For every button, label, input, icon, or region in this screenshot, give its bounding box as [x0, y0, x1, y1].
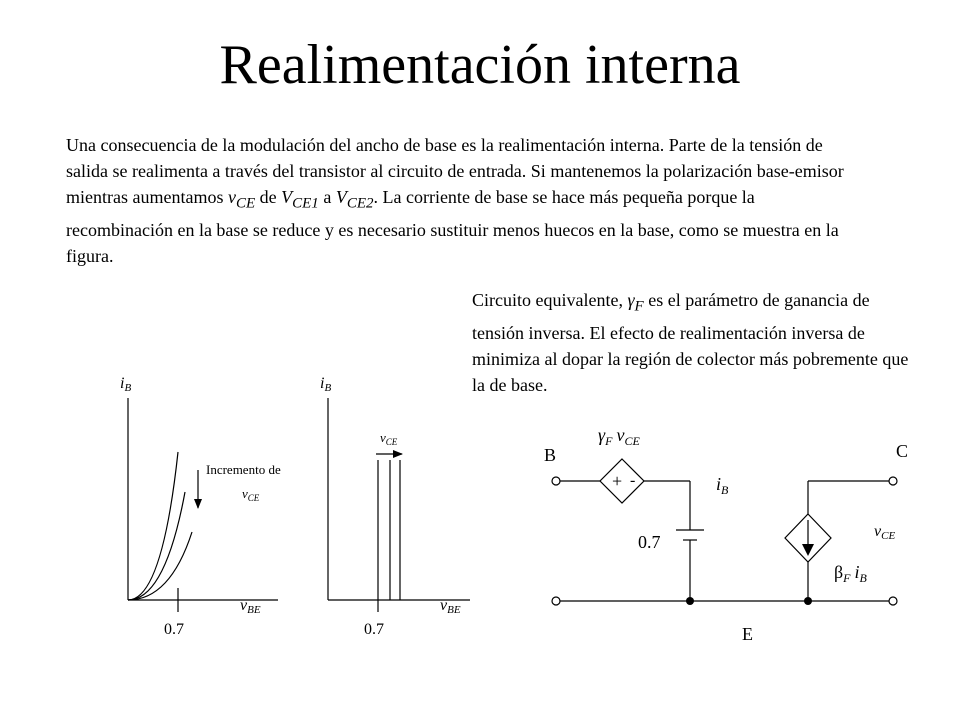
equiv-gamma: γ: [627, 290, 635, 310]
label-node-e: E: [742, 624, 753, 644]
intro-var-vce-sub: CE: [235, 195, 256, 212]
terminal-b: [552, 477, 560, 485]
graph2-x-label: vBE: [440, 597, 461, 616]
graph1-curve-3: [128, 532, 192, 600]
graph1-y-label: iB: [120, 375, 132, 394]
graph1-tick-label: 0.7: [164, 621, 184, 638]
terminal-c: [889, 477, 897, 485]
graph-ib-vbe-lines: [320, 375, 470, 638]
label-source-gamma-vce: $\gamma_F$ $v_{CE}$: [598, 425, 640, 448]
label-beta-ib: $\beta_F$ $i_B$: [834, 562, 867, 585]
equiv-text-2: es el parámetro de ganancia de tensión inversa. El efecto de realimentación inversa de minimiza al dopar la región de colector más pobremente que la de base.: [472, 290, 909, 395]
slide-title: Realimentación interna: [219, 34, 741, 96]
source-minus: -: [630, 472, 636, 489]
intro-text-1: Una consecuencia de la modulación del ancho de base es la realimentación interna. Parte de la tensión de salida se realimenta a través del transistor al circuito de entrada. Si mantenemos la polarización base-emisor mientras aumentamos: [66, 135, 844, 207]
intro-var-vce1-sub: CE1: [292, 195, 319, 212]
graph2-annot-vce: $v_{CE}$: [380, 430, 398, 447]
intro-var-vce: v: [227, 187, 236, 207]
junction-left: [686, 597, 694, 605]
label-ib: $i_B$: [716, 474, 729, 497]
graph1-x-label: vBE: [240, 597, 261, 616]
intro-text-3: a: [318, 187, 336, 207]
label-vce: vCE: [874, 523, 896, 542]
graph1-annot-line1: Incremento de: [206, 462, 281, 477]
graph1-annot-vce: $v_{CE}$: [242, 486, 260, 503]
source-plus: +: [612, 471, 623, 491]
label-node-b: B: [544, 445, 557, 465]
equiv-gamma-sub: F: [634, 298, 644, 315]
intro-text-4: . La corriente de base se hace más pequeña porque la recombinación en la base se reduce y es necesario sustituir menos huecos en la base, como se muestra en la figura.: [66, 187, 839, 266]
intro-var-vce1: V: [281, 187, 293, 207]
graph2-y-label: iB: [320, 375, 332, 394]
graph-ib-vbe-curves: [120, 375, 281, 638]
intro-var-vce2: V: [335, 187, 347, 207]
label-node-c: C: [896, 441, 909, 461]
intro-var-vce2-sub: CE2: [346, 195, 374, 212]
terminal-e-right: [889, 597, 897, 605]
equivalent-circuit: [544, 425, 908, 644]
graph1-curve-2: [128, 492, 185, 600]
intro-text-2: de: [255, 187, 282, 207]
label-battery: 0.7: [638, 532, 661, 552]
equiv-text-1: Circuito equivalente,: [472, 290, 628, 310]
graph1-curve-1: [128, 452, 178, 600]
graph2-tick-label: 0.7: [364, 621, 384, 638]
terminal-e-left: [552, 597, 560, 605]
